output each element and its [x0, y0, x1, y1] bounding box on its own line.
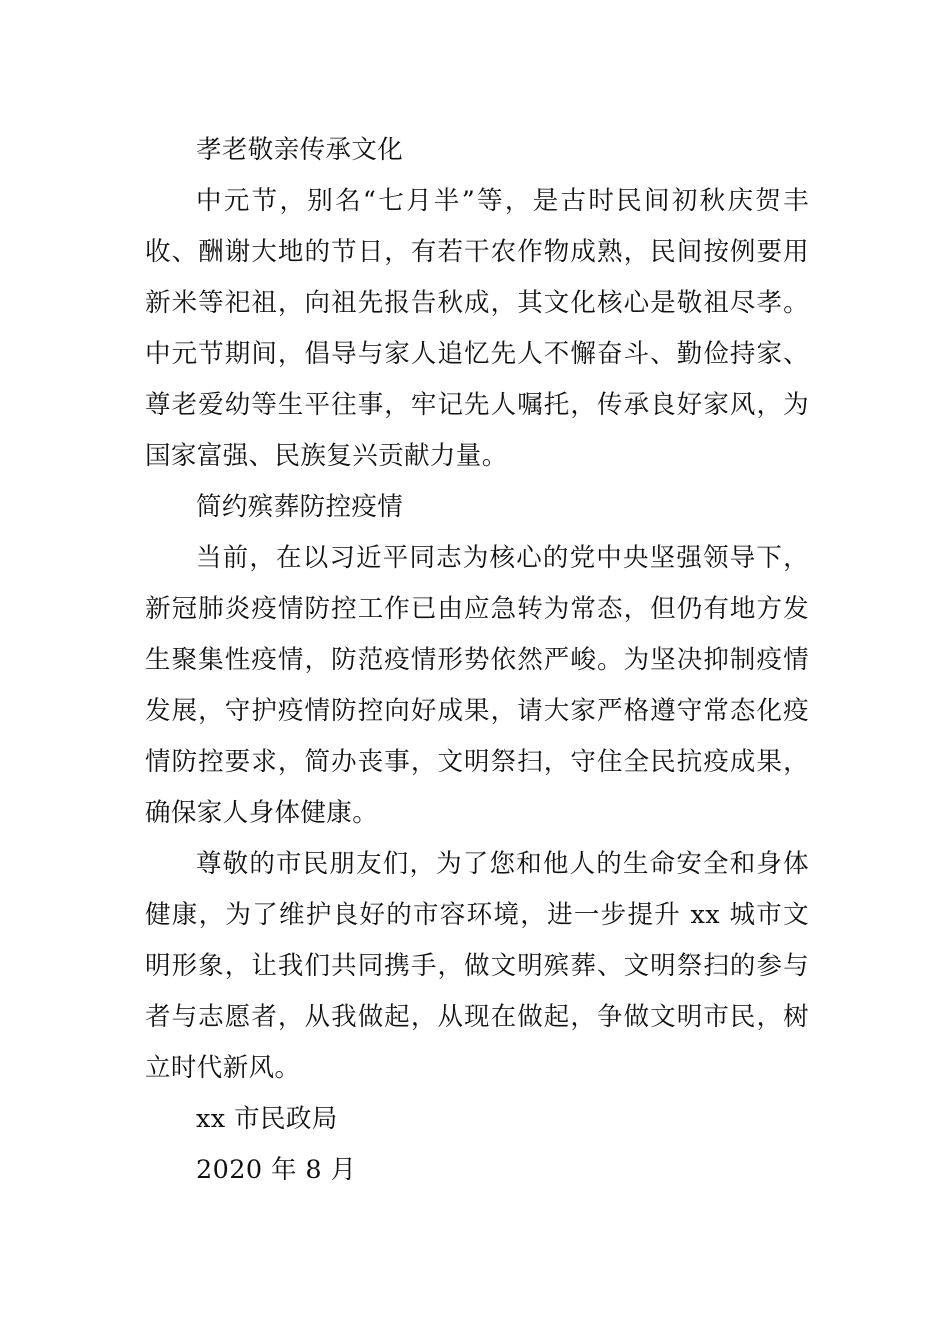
paragraph-epidemic-prevention: 当前，在以习近平同志为核心的党中央坚强领导下，新冠肺炎疫情防控工作已由应急转为常态，但仍有地方发生聚集性疫情，防范疫情形势依然严峻。为坚决抑制疫情发展，守护疫情防控向好成果，请大家严格遵守常态化疫情防控要求，简办丧事，文明祭扫，守住全民抗疫成果，确保家人身体健康。: [145, 543, 809, 828]
section-heading-simple-funeral: 简约殡葬防控疫情: [196, 492, 404, 522]
paragraph-closing-appeal: 尊敬的市民朋友们，为了您和他人的生命安全和身体健康，为了维护良好的市容环境，进一步提升 xx 城市文明形象，让我们共同携手，做文明殡葬、文明祭扫的参与者与志愿者，从我做起，从现在做起，争做文明市民，树立时代新风。: [145, 849, 809, 1083]
signature-organization: xx 市民政局: [196, 1104, 338, 1134]
paragraph-zhongyuan-festival: 中元节，别名“七月半”等，是古时民间初秋庆贺丰收、酬谢大地的节日，有若干农作物成熟，民间按例要用新米等祀祖，向祖先报告秋成，其文化核心是敬祖尽孝。中元节期间，倡导与家人追忆先人不懈奋斗、勤俭持家、尊老爱幼等生平往事，牢记先人嘱托，传承良好家风，为国家富强、民族复兴贡献力量。: [145, 186, 809, 471]
section-heading-filial-piety: 孝老敬亲传承文化: [196, 135, 404, 165]
signature-date: 2020 年 8 月: [196, 1155, 357, 1185]
document-body: [145, 125, 809, 1196]
